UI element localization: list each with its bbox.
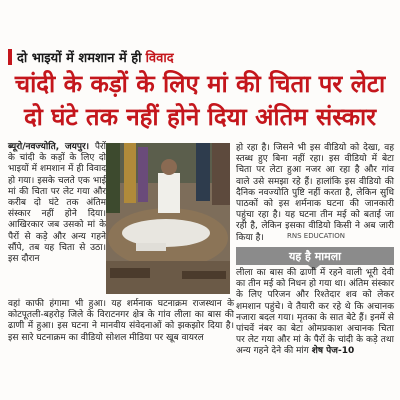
continued-reference: शेष पेज-10: [311, 346, 355, 357]
left-column-text: पैरों के चांदी के कड़ों के लिए दो भाइयों में शमशान में ही विवाद हो गया। इसके चलते एक भाई मां की चिता पर लेट गया और करीब दो घंटे तक अंतिम संस्कार नहीं होने दिया। आखिरकार जब उसको मां के पैरों से कड़े और अन्य गहने सौंपे, तब यह चिता से उठा। इस दौरान: [8, 142, 106, 265]
kicker-highlight: विवाद: [145, 51, 174, 66]
photo-illustration: [106, 143, 230, 294]
bottom-column-text: वहां काफी हंगामा भी हुआ। यह शर्मनाक घटनाक्रम राजस्थान के कोटपूतली-बहरोड़ जिले के विराटनगर क्षेत्र के गांव लीला का बास की ढाणी में हुआ। इस घटना ने मानवीय संवेदनाओं को झकझोर दिया है। इस सारे घटनाक्रम का वीडियो सोशल मीडिया पर खूब वायरल: [8, 299, 234, 343]
box-title: यह है मामला: [288, 249, 342, 263]
box-header: [236, 247, 394, 265]
headline-line-2: दो घंटे तक नहीं होने दिया अंतिम संस्कार: [23, 103, 377, 131]
right-column-text: हो रहा है। जिसने भी इस वीडियो को देखा, वह स्तब्ध हुए बिना नहीं रहा। इस वीडियो में बेटा चिता पर लेटा हुआ नजर आ रहा है और गांव वाले उसे समझा रहे हैं। हालांकि इस वीडियो की दैनिक नवज्योति पुष्टि नहीं करता है, लेकिन सुधि पाठकों को इस शर्मनाक घटना की जानकारी पहुंचा रहा है। यह घटना तीन मई को बताई जा रही है, लेकिन इसका वीडियो किसी ने अब जारी किया है।: [236, 143, 394, 243]
right-column: [236, 143, 394, 244]
photo-credit: RNS EDUCATION: [287, 232, 345, 240]
left-column: [8, 142, 106, 265]
news-photo: [106, 143, 230, 294]
kicker: [8, 47, 174, 67]
bottom-column: [8, 299, 234, 344]
dateline: ब्यूरो/नवज्योति, जयपुर।: [8, 142, 95, 152]
kicker-lead: दो भाइयों में शमशान में ही: [17, 51, 142, 66]
box-column: [236, 268, 394, 358]
headline: [6, 68, 394, 134]
box-text: लीला का बास की ढाणी में रहने वाली भूरी देवी का तीन मई को निधन हो गया था। अंतिम संस्कार के लिए परिजन और रिश्तेदार शव को लेकर शमशान पहुंचे। वे तैयारी कर रहे थे कि अचानक नजारा बदल गया। मृतका के सात बेटे हैं। इनमें से पांचवें नंबर का बेटा ओमप्रकाश अचानक चिता पर लेट गया और मां के पैरों के चांदी के कड़े तथा अन्य गहने देने की मांग: [236, 268, 394, 357]
kicker-bar: [8, 49, 12, 65]
headline-line-1: चांदी के कड़ों के लिए मां की चिता पर लेटा: [14, 70, 386, 98]
